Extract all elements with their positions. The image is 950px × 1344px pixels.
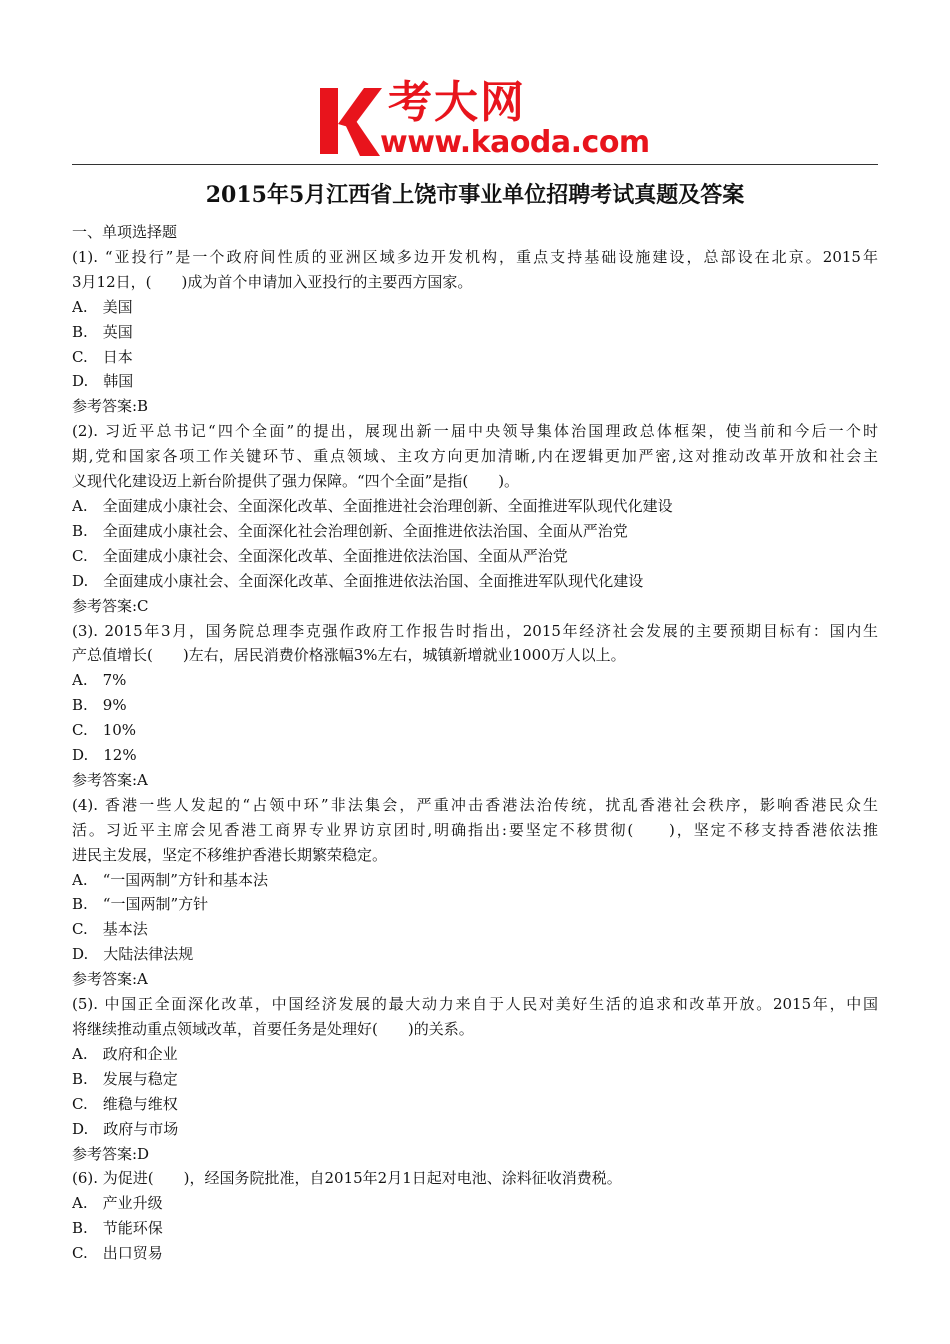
- question-1-text-line-1: (1). “亚投行”是一个政府间性质的亚洲区域多边开发机构，重点支持基础设施建设，总部设在北京。2015年: [72, 247, 878, 266]
- question-3-text-line-2: 产总值增长( )左右，居民消费价格涨幅3%左右，城镇新增就业1000万人以上。: [72, 646, 626, 665]
- question-5-text-line-2: 将继续推动重点领域改革，首要任务是处理好( )的关系。: [72, 1020, 474, 1038]
- section-heading: 一、单项选择题: [72, 223, 178, 241]
- question-1-option-c: C. 日本: [72, 347, 133, 366]
- question-6-option-c: C. 出口贸易: [72, 1244, 163, 1263]
- page-title: 2015年5月江西省上饶市事业单位招聘考试真题及答案: [205, 182, 745, 208]
- question-1-text-line-2: 3月12日，( )成为首个申请加入亚投行的主要西方国家。: [72, 272, 473, 291]
- question-2-text-line-2: 期,党和国家各项工作关键环节、重点领域、主攻方向更加清晰,内在逻辑更加严密,这对推动改革开放和社会主: [72, 447, 878, 466]
- question-4-option-c: C. 基本法: [72, 920, 148, 939]
- question-3-option-a: A. 7%: [72, 671, 127, 690]
- question-3-option-d: D. 12%: [72, 746, 137, 765]
- question-1-option-b: B. 英国: [72, 322, 133, 341]
- question-2-option-d: D. 全面建成小康社会、全面深化改革、全面推进依法治国、全面推进军队现代化建设: [72, 571, 644, 590]
- question-2-text-line-1: (2). 习近平总书记“四个全面”的提出，展现出新一届中央领导集体治国理政总体框架，使当前和今后一个时: [72, 422, 878, 441]
- question-2-text-line-3: 义现代化建设迈上新台阶提供了强力保障。“四个全面”是指( )。: [72, 472, 520, 491]
- question-1-answer: 参考答案:B: [72, 397, 149, 416]
- header-divider: [72, 164, 878, 165]
- question-6-option-b: B. 节能环保: [72, 1219, 163, 1238]
- question-3-option-c: C. 10%: [72, 721, 137, 740]
- logo-brand-text: 考大网: [388, 77, 526, 128]
- question-4-option-a: A. “一国两制”方针和基本法: [72, 870, 268, 889]
- question-5-option-c: C. 维稳与维权: [72, 1094, 178, 1113]
- question-list: [72, 220, 878, 1266]
- question-6-option-a: A. 产业升级: [72, 1194, 163, 1213]
- question-2-option-b: B. 全面建成小康社会、全面深化社会治理创新、全面推进依法治国、全面从严治党: [72, 521, 628, 540]
- question-4-text-line-2: 活。习近平主席会见香港工商界专业界访京团时,明确指出:要坚定不移贯彻( )，坚定不移支持香港依法推: [72, 820, 878, 839]
- question-4-text-line-1: (4). 香港一些人发起的“占领中环”非法集会，严重冲击香港法治传统，扰乱香港社会秩序，影响香港民众生: [72, 795, 878, 814]
- question-4-option-d: D. 大陆法律法规: [72, 945, 194, 964]
- question-2-option-c: C. 全面建成小康社会、全面深化改革、全面推进依法治国、全面从严治党: [72, 546, 568, 565]
- question-2-option-a: A. 全面建成小康社会、全面深化改革、全面推进社会治理创新、全面推进军队现代化建设: [72, 496, 673, 515]
- question-4-option-b: B. “一国两制”方针: [72, 895, 209, 914]
- question-3-answer: 参考答案:A: [72, 770, 148, 789]
- question-5-option-a: A. 政府和企业: [72, 1044, 178, 1063]
- question-1-option-a: A. 美国: [72, 297, 133, 316]
- question-5-answer: 参考答案:D: [72, 1144, 150, 1163]
- question-5-option-b: B. 发展与稳定: [72, 1069, 178, 1088]
- question-5-text-line-1: (5). 中国正全面深化改革，中国经济发展的最大动力来自于人民对美好生活的追求和改革开放。2015年，中国: [72, 995, 878, 1014]
- question-2-answer: 参考答案:C: [72, 596, 149, 615]
- question-6-text-line-1: (6). 为促进( )，经国务院批准，自2015年2月1日起对电池、涂料征收消费税。: [72, 1169, 622, 1188]
- question-4-answer: 参考答案:A: [72, 970, 148, 989]
- logo-url-text: www.kaoda.com: [380, 125, 650, 160]
- question-5-option-d: D. 政府与市场: [72, 1119, 179, 1138]
- question-3-option-b: B. 9%: [72, 696, 127, 715]
- logo-k-mark-icon: [318, 84, 382, 160]
- question-4-text-line-3: 进民主发展，坚定不移维护香港长期繁荣稳定。: [72, 845, 388, 864]
- question-3-text-line-1: (3). 2015年3月，国务院总理李克强作政府工作报告时指出，2015年经济社会发展的主要预期目标有：国内生: [72, 621, 878, 640]
- question-1-option-d: D. 韩国: [72, 372, 134, 391]
- kaoda-logo: [318, 76, 648, 162]
